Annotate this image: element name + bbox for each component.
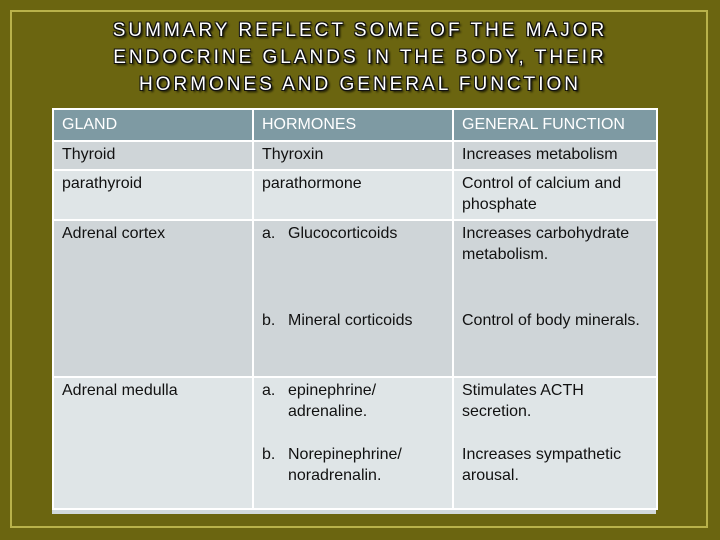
hormone-item: b. Norepinephrine/ noradrenalin.: [262, 446, 402, 484]
function-cell: [453, 220, 657, 377]
hormone-cell: [253, 377, 453, 509]
function-item: Stimulates ACTH secretion.: [462, 382, 584, 420]
title-line-1: SUMMARY REFLECT SOME OF THE MAJOR: [112, 20, 608, 41]
title-line-2: ENDOCRINE GLANDS IN THE BODY, THEIR: [113, 47, 607, 68]
gland-cell: parathyroid: [53, 170, 253, 220]
table-row: [53, 170, 657, 220]
header-gland: GLAND: [53, 109, 253, 141]
endocrine-table: [52, 108, 656, 514]
hormone-cell: parathormone: [253, 170, 453, 220]
function-cell: Increases metabolism: [453, 141, 657, 170]
table-row: [53, 141, 657, 170]
gland-cell: Thyroid: [53, 141, 253, 170]
function-item: Increases carbohydrate metabolism.: [462, 225, 630, 263]
function-cell: [453, 377, 657, 509]
title-line-3: HORMONES AND GENERAL FUNCTION: [138, 74, 582, 95]
function-item: Increases sympathetic arousal.: [462, 446, 622, 484]
hormone-cell: [253, 220, 453, 377]
header-hormones: HORMONES: [253, 109, 453, 141]
gland-cell: Adrenal medulla: [53, 377, 253, 509]
hormone-item: b. Mineral corticoids: [262, 312, 413, 329]
table-row: [53, 377, 657, 509]
table-row: [53, 220, 657, 377]
header-function: GENERAL FUNCTION: [453, 109, 657, 141]
function-item: Control of body minerals.: [462, 312, 640, 329]
slide-title: [0, 17, 720, 98]
gland-cell: Adrenal cortex: [53, 220, 253, 377]
hormone-cell: Thyroxin: [253, 141, 453, 170]
hormone-item: a. epinephrine/ adrenaline.: [262, 382, 377, 420]
hormone-item: a. Glucocorticoids: [262, 225, 398, 242]
function-cell: Control of calcium and phosphate: [453, 170, 657, 220]
